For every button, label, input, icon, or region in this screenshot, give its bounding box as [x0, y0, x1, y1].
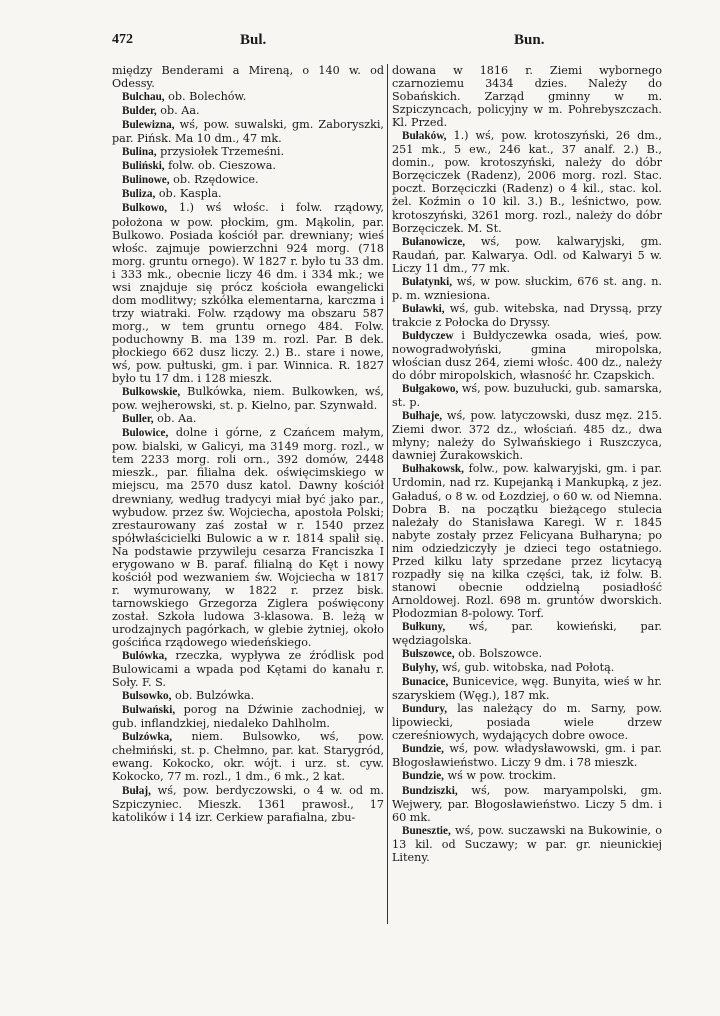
- dictionary-entry: [112, 173, 384, 187]
- entry-text: wś w pow. trockim.: [443, 769, 557, 783]
- entry-text: dowana w 1816 r. Ziemi wybornego czarnoziemu 3434 dzies. Należy do Sobańskich. Zarząd gminny w m. Szpiczyncach, policyjny w m. Pohrebyszczach. Kl. Przed.: [392, 64, 662, 130]
- entry-headword: Bunacice,: [402, 676, 449, 689]
- entry-text: ob. Aa.: [153, 412, 197, 426]
- entry-headword: Bułszowce,: [402, 648, 455, 661]
- entry-headword: Bulsowko,: [122, 690, 172, 703]
- dictionary-entry: [112, 649, 384, 689]
- entry-text: Bulkówka, niem. Bulkowken, wś, pow. wejherowski, st. p. Kielno, par. Szynwałd.: [112, 385, 384, 413]
- entry-text: rzeczka, wypływa ze źródlisk pod Bulowicami a wpada pod Kętami do kanału r. Soły. F. S.: [112, 649, 384, 690]
- dictionary-entry: [392, 462, 662, 620]
- header-left-catchword: Bul.: [240, 32, 267, 48]
- entry-headword: Bułhaje,: [402, 410, 443, 423]
- dictionary-entry: [392, 661, 662, 675]
- entry-headword: Bułhakowsk,: [402, 463, 464, 476]
- right-column: [392, 64, 662, 864]
- entry-headword: Bulder,: [122, 105, 157, 118]
- entry-text: folw., pow. kalwaryjski, gm. i par. Urdomin, nad rz. Kupejanką i Mankupką, z jez. Gaładuś, o 8 w. od Łozdziej, o 60 w. od Niemna. Dobra B. na początku bieżącego stulecia należały do Stanisława Karegi. W r. 1845 nabyte zostały przez Felicyana Bułharyna; po nim odziedziczyły je dzieci tego ostatniego. Przed kilku laty sprzedane przez licytacyą rozpadły się na kilka części, tak, iż folw. B. stanowi obecnie oddzielną posiadłość Arnoldowej. Rozl. 698 m. gruntów dworskich. Płodozmian 8-polowy. Torf.: [392, 462, 662, 620]
- dictionary-entry: [392, 620, 662, 647]
- entry-text: niem. Bulsowko, wś, pow. chełmiński, st. p. Chełmno, par. kat. Starygród, ewang. Kokocko, okr. wójt. i urz. st. cyw. Kokocko, 77 m. rozl., 1 dm., 6 mk., 2 kat.: [112, 730, 384, 784]
- entry-headword: Bunesztie,: [402, 824, 451, 837]
- entry-headword: Bulowice,: [122, 427, 169, 440]
- dictionary-entry: [392, 824, 662, 864]
- entry-text: wś, par. kowieński, par. wędziagolska.: [392, 619, 662, 648]
- entry-headword: Buławki,: [402, 302, 445, 315]
- dictionary-entry: [392, 129, 662, 234]
- entry-text: wś, pow. buzułucki, gub. samarska, st. p.: [392, 382, 662, 410]
- dictionary-entry: [112, 784, 384, 824]
- page-header: [112, 32, 544, 52]
- dictionary-entry: [112, 118, 384, 145]
- entry-headword: Bulwański,: [122, 704, 176, 717]
- entry-text: wś, pow. suczawski na Bukowinie, o 13 kil. od Suczawy; w par. gr. nieunickiej Liteny.: [392, 823, 662, 864]
- entry-text: porog na Dźwinie zachodniej, w gub. inflandzkiej, niedaleko Dahlholm.: [112, 703, 384, 731]
- entry-headword: Bulówka,: [122, 650, 168, 663]
- header-right-catchword: Bun.: [514, 32, 545, 48]
- entry-headword: Bułaj,: [122, 784, 151, 797]
- dictionary-entry: [392, 742, 662, 769]
- entry-headword: Bułkuny,: [402, 620, 446, 633]
- entry-headword: Bulinowe,: [122, 174, 170, 187]
- entry-text: folw. ob. Cieszowa.: [164, 159, 276, 173]
- entry-headword: Bundzie,: [402, 743, 444, 756]
- entry-headword: Bulzówka,: [122, 731, 173, 744]
- entry-text: 1.) wś włośc. i folw. rządowy, położona w pow. płockim, gm. Mąkolin, par. Bulkowo. Posiada kościół par. drewniany; wieś włośc. zajmuje powierzchni 924 morg. (718 morg. gruntu ornego). W 1827 r. było tu 33 dm. i 333 mk., obecnie liczy 46 dm. i 334 mk.; we wsi znajduje się prócz kościoła ewangelicki dom modlitwy; szkółka elementarna, karczma i trzy wiatraki. Folw. rządowy ma obszaru 587 morg., w tem gruntu ornego 484. Folw. poduchowny B. ma 139 m. rozl. Par. B dek. płockiego 662 dusz liczy. 2.) B.. stare i nowe, wś, pow. pułtuski, gm. i par. Winnica. R. 1827 było tu 17 dm. i 128 mieszk.: [112, 201, 384, 386]
- entry-text: ob. Bolechów.: [164, 90, 247, 104]
- entry-text: wś, pow. maryampolski, gm. Wejwery, par. Błogosławieństwo. Liczy 5 dm. i 60 mk.: [392, 783, 662, 824]
- dictionary-entry: [112, 90, 384, 104]
- dictionary-entry: [392, 409, 662, 462]
- entry-headword: Bundzie,: [402, 770, 444, 783]
- entry-headword: Bułatynki,: [402, 275, 453, 288]
- entry-text: ob. Bolszowce.: [454, 647, 543, 661]
- dictionary-entry: [392, 302, 662, 329]
- entry-headword: Bundziszki,: [402, 784, 458, 797]
- entry-headword: Bułyhy,: [402, 662, 439, 675]
- page-number: 472: [112, 32, 133, 47]
- entry-headword: Bułgakowo,: [402, 383, 459, 396]
- entry-text: i Bułdyczewka osada, wieś, pow. nowogradwołyński, gmina miropolska, włościan dusz 264, ziemi włośc. 400 dz., należy do dóbr miropolskich, własność hr. Czapskich.: [392, 328, 662, 383]
- dictionary-entry: [392, 64, 662, 129]
- dictionary-entry: [392, 275, 662, 302]
- entry-text: wś, gub. witebska, nad Dryssą, przy trakcie z Połocka do Dryssy.: [392, 301, 662, 329]
- entry-headword: Buliza,: [122, 188, 156, 201]
- dictionary-entry: [392, 235, 662, 275]
- dictionary-entry: [392, 675, 662, 702]
- entry-headword: Bulkowo,: [122, 202, 168, 215]
- entry-text: 1.) wś, pow. krotoszyński, 26 dm., 251 mk., 5 ew., 246 kat., 37 analf. 2.) B., domin., pow. krotoszyński, należy do dóbr Borzęciczek (Radenz), 2006 morg. rozl. Stac. poczt. Borzęciczki (Radenz) o 4 kil., stac. kol. żel. Koźmin o 10 kil. 3.) B., leśnictwo, pow. krotoszyński, 3261 morg. rozl., należy do dóbr Borzęciczek. M. St.: [392, 129, 662, 235]
- entry-text: dolne i górne, z Czańcem małym, pow. bialski, w Galicyi, ma 3149 morg. rozl., w tem 2233 morg. roli orn., 392 domów, 2448 mieszk., par. filialna dek. oświęcimskiego w miejscu, ma 2570 dusz katol. Dawny kościół drewniany, według tradycyi miał być jako par., wybudow. przez św. Wojciecha, apostoła Polski; zrestaurowany zaś został w r. 1540 przez spółwłaścicielki Bulowic a w r. 1814 spalił się. Na podstawie przywileju cesarza Franciszka I erygowano w B. paraf. filialną do Kęt i nowy kościół pod wezwaniem św. Wojciecha w 1817 r. wymurowany, w 1822 r. przez bisk. tarnowskiego Grzegorza Ziglera poświęcony został. Szkoła ludowa 3-klasowa. B. leżą w urodzajnych pagórkach, w glebie żytniej, około gościńca rządowego wiedeńskiego.: [112, 426, 384, 650]
- entry-headword: Bulchau,: [122, 91, 165, 104]
- entry-text: Bunicevice, węg. Bunyita, wieś w hr. szaryskiem (Węg.), 187 mk.: [392, 675, 662, 703]
- entry-headword: Bułdyczew: [402, 329, 454, 342]
- dictionary-entry: [112, 187, 384, 201]
- entry-text: wś, pow. suwalski, gm. Zaboryszki, par. Pińsk. Ma 10 dm., 47 mk.: [112, 118, 384, 146]
- dictionary-entry: [392, 702, 662, 742]
- entry-text: wś, gub. witobska, nad Połotą.: [438, 661, 615, 675]
- entry-text: między Benderami a Mireną, o 140 w. od Odessy.: [112, 64, 384, 91]
- entry-text: wś, w pow. słuckim, 676 st. ang. n. p. m. wzniesiona.: [392, 274, 662, 302]
- dictionary-entry: [112, 730, 384, 783]
- dictionary-entry: [112, 426, 384, 649]
- entry-text: ob. Kaspla.: [155, 187, 222, 201]
- entry-headword: Bułanowicze,: [402, 235, 466, 248]
- entry-text: przysiołek Trzemeśni.: [156, 145, 285, 159]
- dictionary-entry: [112, 412, 384, 426]
- dictionary-entry: [392, 647, 662, 661]
- entry-headword: Buliński,: [122, 160, 165, 173]
- dictionary-entry: [392, 382, 662, 409]
- entry-text: ob. Rzędowice.: [169, 173, 259, 187]
- entry-text: wś, pow. berdyczowski, o 4 w. od m. Szpiczyniec. Mieszk. 1361 prawosł., 17 katolików i 14 izr. Cerkiew parafialna, zbu-: [112, 783, 384, 824]
- entry-text: wś, pow. kalwaryjski, gm. Raudań, par. Kalwarya. Odl. od Kalwaryi 5 w. Liczy 11 dm., 77 mk.: [392, 234, 662, 275]
- entry-headword: Bulina,: [122, 146, 157, 159]
- left-column: [112, 64, 384, 824]
- dictionary-entry: [112, 385, 384, 412]
- entry-text: ob. Aa.: [156, 104, 200, 118]
- dictionary-entry: [392, 784, 662, 824]
- dictionary-entry: [112, 145, 384, 159]
- dictionary-entry: [392, 769, 662, 783]
- dictionary-entry: [112, 703, 384, 730]
- entry-headword: Bundury,: [402, 703, 448, 716]
- entry-text: ob. Bulzówka.: [171, 689, 255, 703]
- entry-text: wś, pow. władysławowski, gm. i par. Błogosławieństwo. Liczy 9 dm. i 78 mieszk.: [392, 742, 662, 770]
- dictionary-entry: [112, 64, 384, 90]
- entry-text: wś, pow. latyczowski, dusz męz. 215. Ziemi dwor. 372 dz., włościań. 485 dz., dwa młyny; należy do Sylwańskiego i Ruszczyca, dawniej Żurakowskich.: [392, 409, 662, 463]
- dictionary-entry: [112, 201, 384, 385]
- entry-headword: Buller,: [122, 413, 154, 426]
- column-divider: [387, 64, 388, 924]
- entry-headword: Bułaków,: [402, 130, 447, 143]
- dictionary-entry: [112, 159, 384, 173]
- dictionary-entry: [112, 104, 384, 118]
- entry-text: las należący do m. Sarny, pow. lipowiecki, posiada wiele drzew czereśniowych, wydających dobre owoce.: [392, 702, 662, 743]
- dictionary-entry: [112, 689, 384, 703]
- entry-headword: Bulkowskie,: [122, 386, 181, 399]
- dictionary-entry: [392, 329, 662, 382]
- entry-headword: Bulewizna,: [122, 119, 175, 132]
